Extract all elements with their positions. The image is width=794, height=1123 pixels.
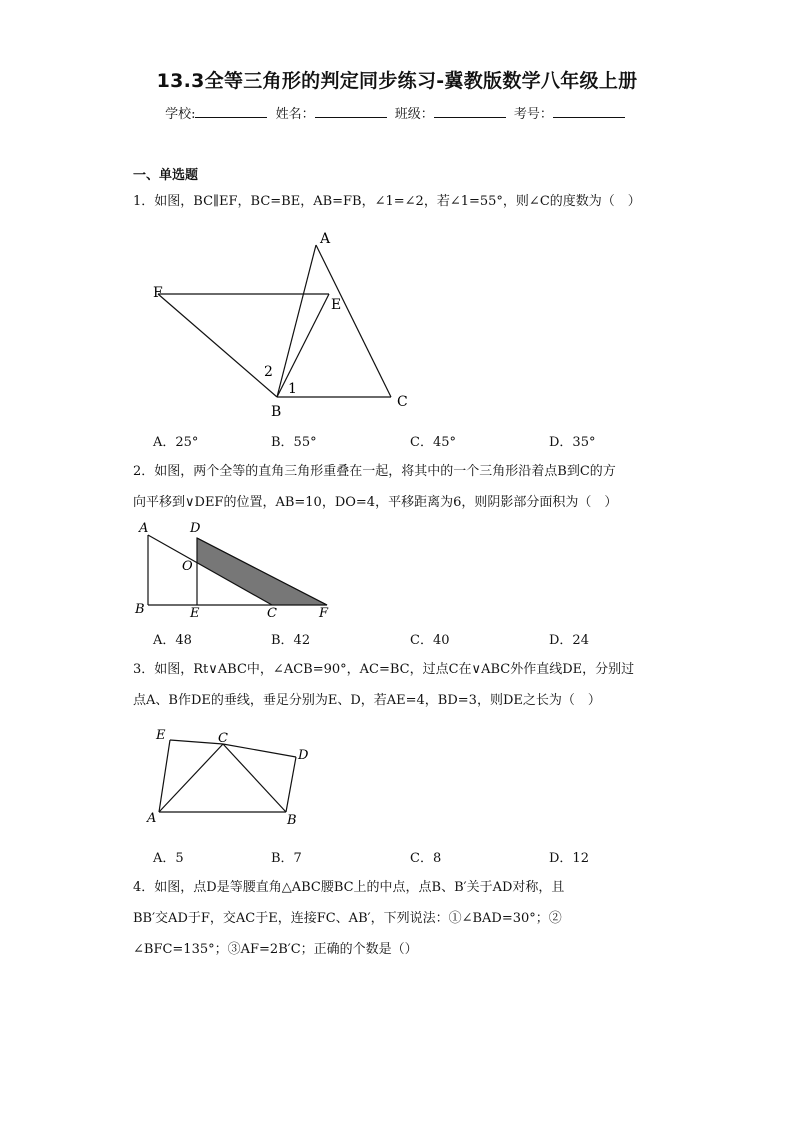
q1-option-d[interactable]: D．35° [549,435,596,450]
q3-stem-line-1: 3．如图，Rt∨ABC中，∠ACB=90°，AC=BC，过点C在∨ABC外作直线DE，分别过 [133,662,635,677]
q2-label-b: B [135,602,145,617]
q2-option-c[interactable]: C．40 [410,633,450,648]
school-label: 学校: [165,107,196,122]
q1-label-b: B [271,404,282,420]
q1-label-c: C [397,394,408,410]
q3-option-b[interactable]: B．7 [271,851,302,866]
q3-label-a: A [147,811,157,826]
question-1-stem: 1．如图，BC∥EF，BC=BE，AB=FB，∠1=∠2，若∠1=55°，则∠C的度数为（ ） [133,194,641,209]
class-label: 班级： [394,107,434,122]
exam-number-blank[interactable] [553,105,625,118]
q3-option-a[interactable]: A．5 [153,851,184,866]
q1-label-a: A [320,231,331,247]
q2-label-d: D [190,521,201,536]
q2-option-d[interactable]: D．24 [549,633,589,648]
question-3-stem [133,654,663,716]
section-heading: 一、单选题 [133,168,199,183]
class-blank[interactable] [434,105,506,118]
q1-option-c[interactable]: C．45° [410,435,456,450]
question-2-stem [133,456,663,518]
question-4-stem [133,872,663,965]
q2-option-b[interactable]: B．42 [271,633,311,648]
page-title: 13.3全等三角形的判定同步练习-冀教版数学八年级上册 [156,70,638,92]
q1-label-2: 2 [264,364,273,380]
name-blank[interactable] [315,105,387,118]
q2-label-c: C [267,606,277,621]
q3-stem-line-2: 点A、B作DE的垂线，垂足分别为E、D，若AE=4，BD=3，则DE之长为（ ） [133,693,601,708]
q2-label-f: F [319,606,329,621]
exam-number-label: 考号： [513,107,553,122]
q1-option-b[interactable]: B．55° [271,435,317,450]
q3-label-c: C [218,731,228,746]
q2-label-o: O [182,559,193,574]
q4-stem-line-1: 4．如图，点D是等腰直角△ABC腰BC上的中点，点B、B′关于AD对称，且 [133,880,565,895]
q3-label-b: B [287,813,297,828]
student-info-line [0,103,794,122]
q4-stem-line-2: BB′交AD于F，交AC于E，连接FC、AB′，下列说法：①∠BAD=30°；② [133,911,562,926]
q2-stem-line-1: 2．如图，两个全等的直角三角形重叠在一起，将其中的一个三角形沿着点B到C的方 [133,464,616,479]
question-3-figure [140,724,320,830]
q3-label-d: D [298,748,309,763]
q4-stem-line-3: ∠BFC=135°；③AF=2B′C；正确的个数是（） [133,942,418,957]
q1-label-1: 1 [288,381,297,397]
q3-option-d[interactable]: D．12 [549,851,589,866]
question-1-figure [140,225,430,425]
q2-option-a[interactable]: A．48 [153,633,192,648]
q1-label-f: F [153,285,163,301]
school-blank[interactable] [195,105,267,118]
name-label: 姓名： [275,107,315,122]
q3-option-c[interactable]: C．8 [410,851,442,866]
q2-label-e: E [190,606,200,621]
question-2-figure [130,518,340,624]
q1-option-a[interactable]: A．25° [153,435,199,450]
q2-stem-line-2: 向平移到∨DEF的位置，AB=10，DO=4，平移距离为6，则阴影部分面积为（ ） [133,495,618,510]
q3-label-e: E [156,728,166,743]
q1-label-e: E [331,297,342,313]
q2-label-a: A [139,521,149,536]
